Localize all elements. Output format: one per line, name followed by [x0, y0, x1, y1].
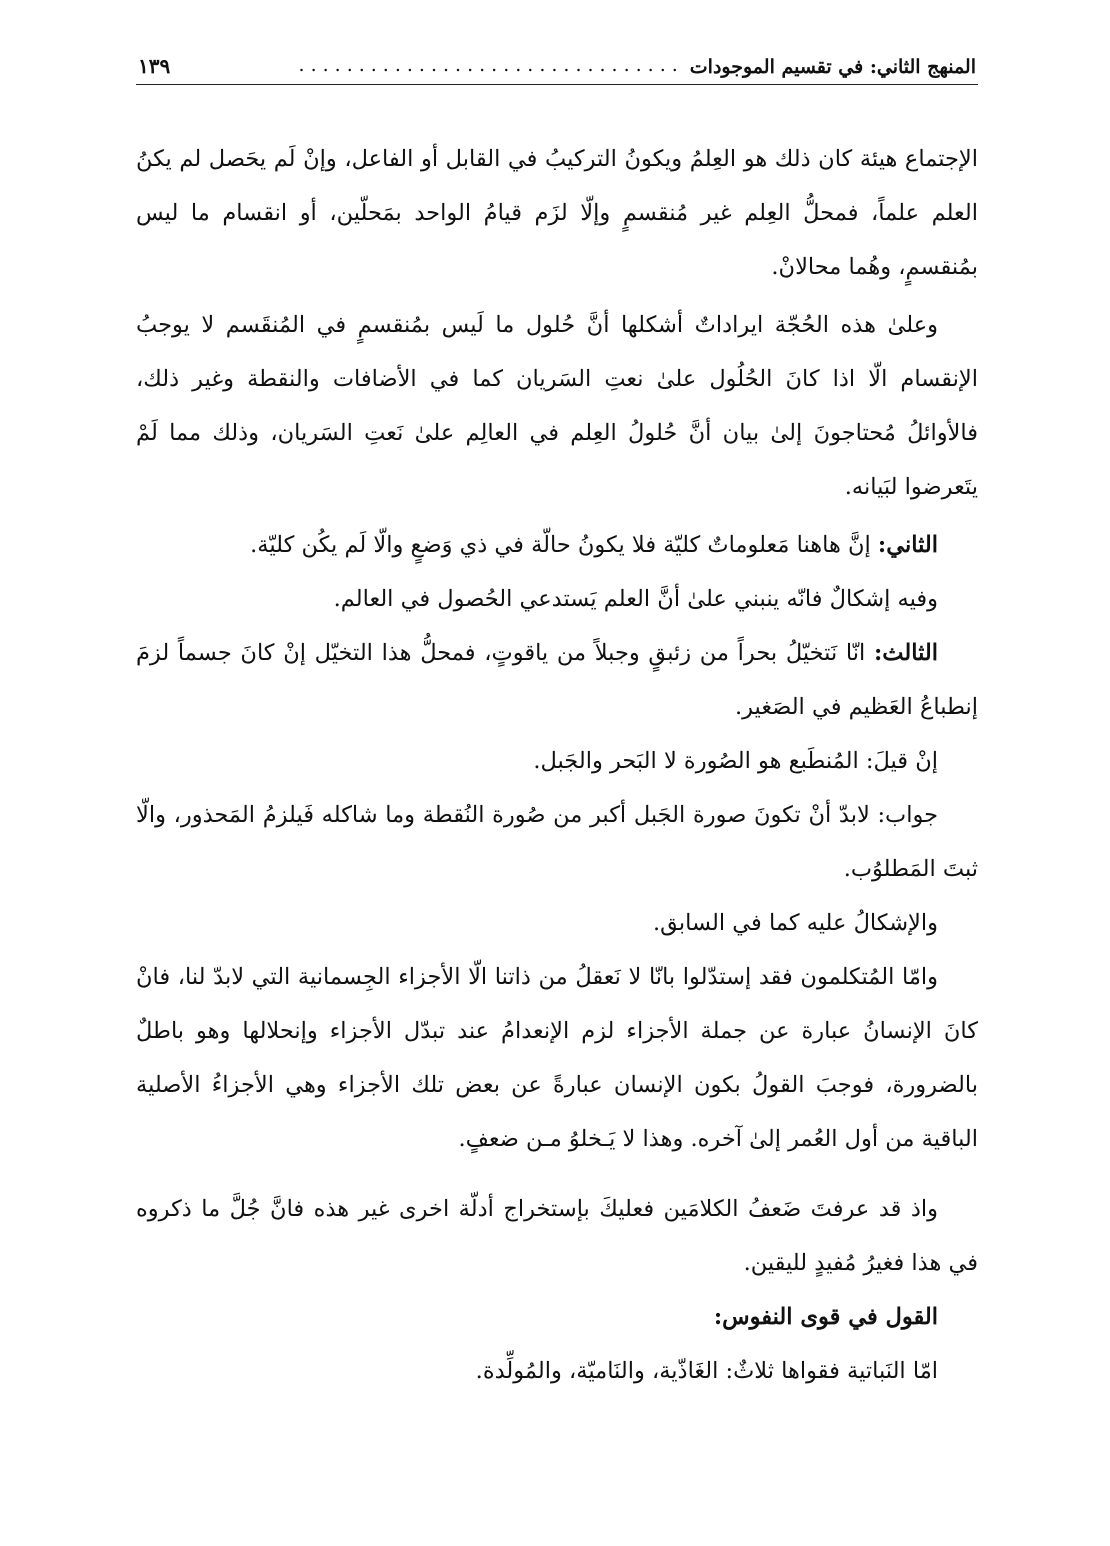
header-leader-dots: ................................ [298, 54, 684, 76]
paragraph-text: وفيه إشكالٌ فانّه ينبني علىٰ أنَّ العلم يَستدعي الحُصول في العالم. [333, 586, 938, 612]
paragraph-text: جواب: لابدّ أنْ تكونَ صورة الجَبل أكبر من صُورة النُقطة وما شاكله فَيلزمُ المَحذور، والّا ثبتَ المَطلوُب. [136, 802, 978, 882]
paragraph [136, 734, 978, 788]
argument-label: الثاني: [877, 532, 938, 558]
section-heading-text: القول في قوى النفوس: [713, 1304, 938, 1330]
paragraph [136, 298, 978, 514]
section-heading [136, 1290, 978, 1344]
paragraph [136, 132, 978, 294]
paragraph-text: وامّا المُتكلمون فقد إستدّلوا بانّا لا نَعقلُ من ذاتنا الّا الأجزاء الجِسمانية التي لابدّ لنا، فانْ كانَ الإنسانُ عبارة عن جملة الأجزاء لزم الإنعدامُ عند تبدّل الأجزاء وإنحلالها وهو باطلٌ بالضرورة، فوجبَ القولُ بكون الإنسان عبارةً عن بعض تلك الأجزاء وهي الأجزاءُ الأصلية الباقية من أول العُمر إلىٰ آخره. وهذا لا يَـخلوُ مـن ضعفٍ. [136, 964, 978, 1152]
paragraph-text: انّا نَتخيّلُ بحراً من زئبقٍ وجبلاً من ياقوتٍ، فمحلُّ هذا التخيّل إنْ كانَ جسماً لزمَ إنطباعُ العَظيم في الصَغير. [136, 640, 978, 720]
paragraph-text: والإشكالُ عليه كما في السابق. [652, 910, 938, 936]
paragraph [136, 1344, 978, 1398]
paragraph-second-argument [136, 518, 978, 572]
paragraph [136, 950, 978, 1166]
paragraph-text: الإجتماع هيئة كان ذلك هو العِلمُ ويكونُ التركيبُ في القابل أو الفاعل، وإنْ لَم يحَصل لم يكنُ العلم علماً، فمحلُّ العِلم غير مُنقسمٍ وإلّا لزَم قيامُ الواحد بمَحلّين، أو انقسام ما ليس بمُنقسمٍ، وهُما محالانْ. [136, 146, 978, 280]
header-title: المنهج الثاني: في تقسيم الموجودات [689, 56, 976, 78]
paragraph [136, 1182, 978, 1290]
paragraph-text: وعلىٰ هذه الحُجّة ايراداتٌ أشكلها أنَّ حُلول ما لَيس بمُنقسمٍ في المُنقَسم لا يوجبُ الإنقسام الّا اذا كانَ الحُلُول علىٰ نعتِ السَريان كما في الأضافات والنقطة وغير ذلك، فالأوائلُ مُحتاجونَ إلىٰ بيان أنَّ حُلولُ العِلم في العالِم علىٰ نَعتِ السَريان، وذلك مما لَمْ يتَعرضوا لبَيانه. [136, 312, 979, 500]
paragraph-text: واذ قد عرفتَ ضَعفُ الكلامَين فعليكَ بإستخراج أدلّة اخرى غير هذه فانَّ جُلَّ ما ذكروه في هذا فغيرُ مُفيدٍ لليقين. [136, 1196, 978, 1276]
paragraph [136, 788, 978, 896]
paragraph-text: إنَّ هاهنا مَعلوماتٌ كليّة فلا يكونُ حالّة في ذي وَضعٍ والّا لَم يكُن كليّة. [250, 532, 878, 558]
paragraph [136, 572, 978, 626]
page-number: ١٣٩ [138, 54, 171, 78]
paragraph-text: امّا النَباتية فقواها ثلاثٌ: الغَاذّية، والنَاميّة، والمُولِّدة. [475, 1358, 938, 1384]
body-text [136, 132, 978, 1398]
running-header [138, 38, 976, 78]
paragraph-text: إنْ قيلَ: المُنطَبع هو الصُورة لا البَحر والجَبل. [533, 748, 938, 774]
argument-label: الثالث: [873, 640, 938, 666]
header-rule [136, 84, 978, 85]
paragraph [136, 896, 978, 950]
paragraph-third-argument [136, 626, 978, 734]
